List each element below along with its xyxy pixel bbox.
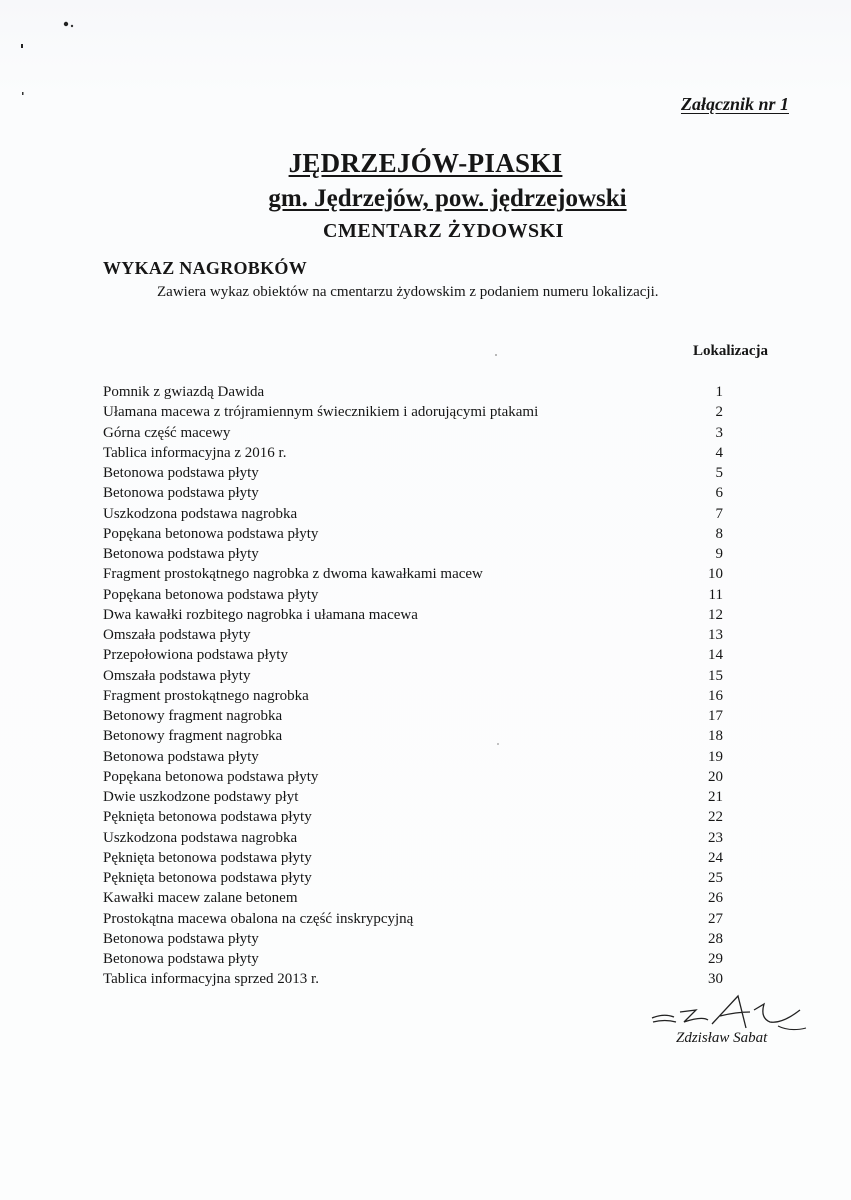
- location-number: 3: [715, 424, 723, 441]
- gravestone-description: Pomnik z gwiazdą Dawida: [103, 384, 265, 400]
- list-item: [103, 645, 723, 665]
- list-item: [103, 423, 723, 443]
- gravestone-description: Betonowa podstawa płyty: [103, 485, 259, 502]
- location-number: 15: [708, 667, 723, 684]
- list-item: [103, 767, 723, 787]
- list-item: [103, 706, 723, 726]
- location-column-header: Lokalizacja: [693, 343, 768, 359]
- location-number: 5: [715, 465, 723, 481]
- list-item: [103, 382, 723, 402]
- list-item: [103, 848, 723, 868]
- gravestone-description: Dwie uszkodzone podstawy płyt: [103, 789, 299, 805]
- page-title: JĘDRZEJÓW-PIASKI: [288, 148, 563, 178]
- gravestone-description: Betonowa podstawa płyty: [103, 546, 259, 562]
- location-number: 2: [715, 404, 723, 421]
- gravestone-description: Ułamana macewa z trójramiennym świecznikiem i adorującymi ptakami: [103, 404, 539, 421]
- location-number: 30: [708, 971, 723, 988]
- location-number: 24: [708, 849, 723, 866]
- location-number: 16: [708, 687, 723, 704]
- gravestone-description: Betonowa podstawa płyty: [103, 951, 259, 967]
- gravestone-description: Przepołowiona podstawa płyty: [103, 647, 288, 664]
- list-item: [103, 828, 723, 848]
- location-number: 29: [708, 951, 723, 967]
- gravestone-description: Pęknięta betonowa podstawa płyty: [103, 870, 312, 886]
- gravestone-description: Popękana betonowa podstawa płyty: [103, 525, 319, 542]
- gravestone-description: Dwa kawałki rozbitego nagrobka i ułamana macewa: [103, 606, 418, 623]
- gravestone-description: Fragment prostokątnego nagrobka: [103, 687, 309, 704]
- gravestone-description: Prostokątna macewa obalona na część inskrypcyjną: [103, 910, 414, 927]
- gravestone-description: Uszkodzona podstawa nagrobka: [103, 829, 298, 846]
- location-number: 8: [715, 525, 723, 542]
- location-number: 4: [715, 444, 723, 461]
- location-number: 10: [708, 566, 723, 583]
- section-heading: WYKAZ NAGROBKÓW: [103, 258, 308, 278]
- location-number: 7: [715, 505, 723, 522]
- gravestone-description: Pęknięta betonowa podstawa płyty: [103, 849, 312, 866]
- location-number: 19: [708, 748, 723, 765]
- list-item: [103, 544, 723, 564]
- gravestone-description: Tablica informacyjna z 2016 r.: [103, 444, 287, 461]
- location-number: 13: [708, 627, 723, 643]
- gravestone-description: Omszała podstawa płyty: [103, 667, 251, 684]
- list-item: [103, 585, 723, 605]
- gravestone-description: Popękana betonowa podstawa płyty: [103, 586, 319, 603]
- list-item: [103, 524, 723, 544]
- gravestone-description: Kawałki macew zalane betonem: [103, 890, 298, 907]
- location-number: 11: [708, 586, 723, 603]
- gravestone-description: Popękana betonowa podstawa płyty: [103, 768, 319, 785]
- location-number: 18: [708, 728, 723, 745]
- location-number: 23: [708, 829, 723, 846]
- location-number: 20: [708, 768, 723, 785]
- list-item: [103, 402, 723, 422]
- administrative-subtitle: gm. Jędrzejów, pow. jędrzejowski: [268, 185, 627, 212]
- gravestone-description: Uszkodzona podstawa nagrobka: [103, 505, 298, 522]
- gravestone-description: Górna część macewy: [103, 424, 231, 441]
- list-item: [103, 868, 723, 888]
- location-number: 17: [708, 708, 723, 724]
- location-number: 12: [708, 606, 723, 623]
- list-item: [103, 807, 723, 827]
- section-description: Zawiera wykaz obiektów na cmentarzu żydowskim z podaniem numeru lokalizacji.: [157, 284, 659, 300]
- location-number: 9: [715, 546, 723, 562]
- list-item: [103, 666, 723, 686]
- list-item: [103, 909, 723, 929]
- gravestone-list: [103, 382, 723, 990]
- list-item: [103, 686, 723, 706]
- gravestone-description: Pęknięta betonowa podstawa płyty: [103, 809, 312, 826]
- annex-label: Załącznik nr 1: [680, 94, 789, 114]
- gravestone-description: Betonowa podstawa płyty: [103, 748, 259, 765]
- list-item: [103, 787, 723, 807]
- signer-name: Zdzisław Sabat: [676, 1030, 768, 1046]
- list-item: [103, 888, 723, 908]
- list-item: [103, 949, 723, 969]
- location-number: 14: [708, 647, 723, 664]
- location-number: 25: [708, 870, 723, 886]
- cemetery-subtitle: CMENTARZ ŻYDOWSKI: [323, 220, 564, 242]
- location-number: 26: [708, 890, 723, 907]
- list-item: [103, 747, 723, 767]
- location-number: 21: [708, 789, 723, 805]
- gravestone-description: Betonowy fragment nagrobka: [103, 728, 283, 745]
- gravestone-description: Omszała podstawa płyty: [103, 627, 251, 643]
- list-item: [103, 969, 723, 989]
- list-item: [103, 463, 723, 483]
- list-item: [103, 929, 723, 949]
- list-item: [103, 605, 723, 625]
- gravestone-description: Tablica informacyjna sprzed 2013 r.: [103, 971, 319, 988]
- list-item: [103, 625, 723, 645]
- gravestone-description: Fragment prostokątnego nagrobka z dwoma kawałkami macew: [103, 566, 483, 583]
- gravestone-description: Betonowy fragment nagrobka: [103, 708, 283, 724]
- list-item: [103, 504, 723, 524]
- location-number: 22: [708, 809, 723, 826]
- list-item: [103, 564, 723, 584]
- gravestone-description: Betonowa podstawa płyty: [103, 930, 259, 947]
- location-number: 1: [715, 384, 723, 400]
- location-number: 28: [708, 930, 723, 947]
- location-number: 6: [715, 485, 723, 502]
- location-number: 27: [708, 910, 723, 927]
- list-item: [103, 443, 723, 463]
- gravestone-description: Betonowa podstawa płyty: [103, 465, 259, 481]
- list-item: [103, 483, 723, 503]
- list-item: [103, 726, 723, 746]
